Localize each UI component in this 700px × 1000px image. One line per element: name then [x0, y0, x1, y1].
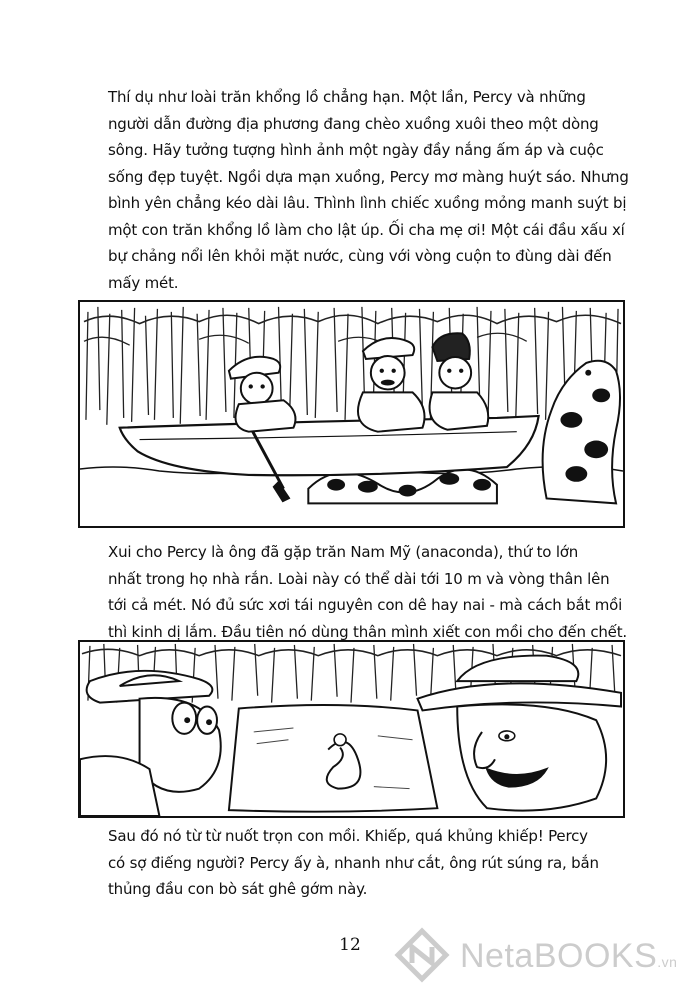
drawing-illustration	[80, 642, 623, 816]
left-explorer	[80, 671, 221, 816]
paragraph-2	[80, 539, 625, 645]
text-line: sống đẹp tuyệt. Ngồi dựa mạn xuồng, Percy mơ màng huýt sáo. Nhưng	[108, 167, 629, 186]
paragraph-1	[80, 84, 629, 296]
text-line: tới cả mét. Nó đủ sức xơi tái nguyên con dê hay nai - mà cách bắt mồi	[108, 596, 623, 614]
netabooks-logo-text: NetaBOOKS.vn	[460, 937, 678, 975]
right-explorer-eye	[499, 731, 515, 741]
anaconda-head-body	[543, 361, 620, 504]
text-line: thì kinh dị lắm. Đầu tiên nó dùng thân mình xiết con mồi cho đến chết.	[108, 622, 627, 641]
paragraph-3	[80, 823, 625, 903]
text-line: bình yên chẳng kéo dài lâu. Thình lình chiếc xuồng mỏng manh suýt bị	[108, 194, 627, 212]
netabooks-logo-icon	[392, 927, 452, 987]
netabooks-watermark	[392, 925, 692, 989]
explorers	[229, 333, 488, 431]
sketch-paper	[229, 705, 437, 812]
jungle-background	[84, 307, 621, 425]
text-line: sông. Hãy tưởng tượng hình ảnh một ngày đầy nắng ấm áp và cuộc	[108, 141, 604, 159]
comic-panel-canoe-anaconda	[78, 300, 625, 528]
comic-panel-two-men-drawing	[78, 640, 625, 818]
text-line: Xui cho Percy là ông đã gặp trăn Nam Mỹ (anaconda), thứ to lớn	[108, 543, 579, 561]
text-line: mấy mét.	[108, 273, 179, 292]
text-line: một con trăn khổng lồ làm cho lật úp. Ối cha mẹ ơi! Một cái đầu xấu xí	[108, 220, 625, 239]
text-line: có sợ điếng người? Percy ấy à, nhanh như cắt, ông rút súng ra, bắn	[108, 853, 599, 872]
text-line: nhất trong họ nhà rắn. Loài này có thể dài tới 10 m và vòng thân lên	[108, 569, 610, 588]
text-line: thủng đầu con bò sát ghê gớm này.	[108, 880, 368, 898]
text-line: Sau đó nó từ từ nuốt trọn con mồi. Khiếp, quá khủng khiếp! Percy	[108, 827, 588, 845]
text-line: Thí dụ như loài trăn khổng lồ chẳng hạn. Một lần, Percy và những	[108, 88, 586, 106]
text-line: bự chảng nổi lên khỏi mặt nước, cùng với vòng cuộn to đùng dài đến	[108, 247, 612, 265]
page-number: 12	[339, 935, 361, 955]
text-line: người dẫn đường địa phương đang chèo xuồng xuôi theo một dòng	[108, 114, 599, 133]
canoe-illustration	[80, 302, 623, 526]
